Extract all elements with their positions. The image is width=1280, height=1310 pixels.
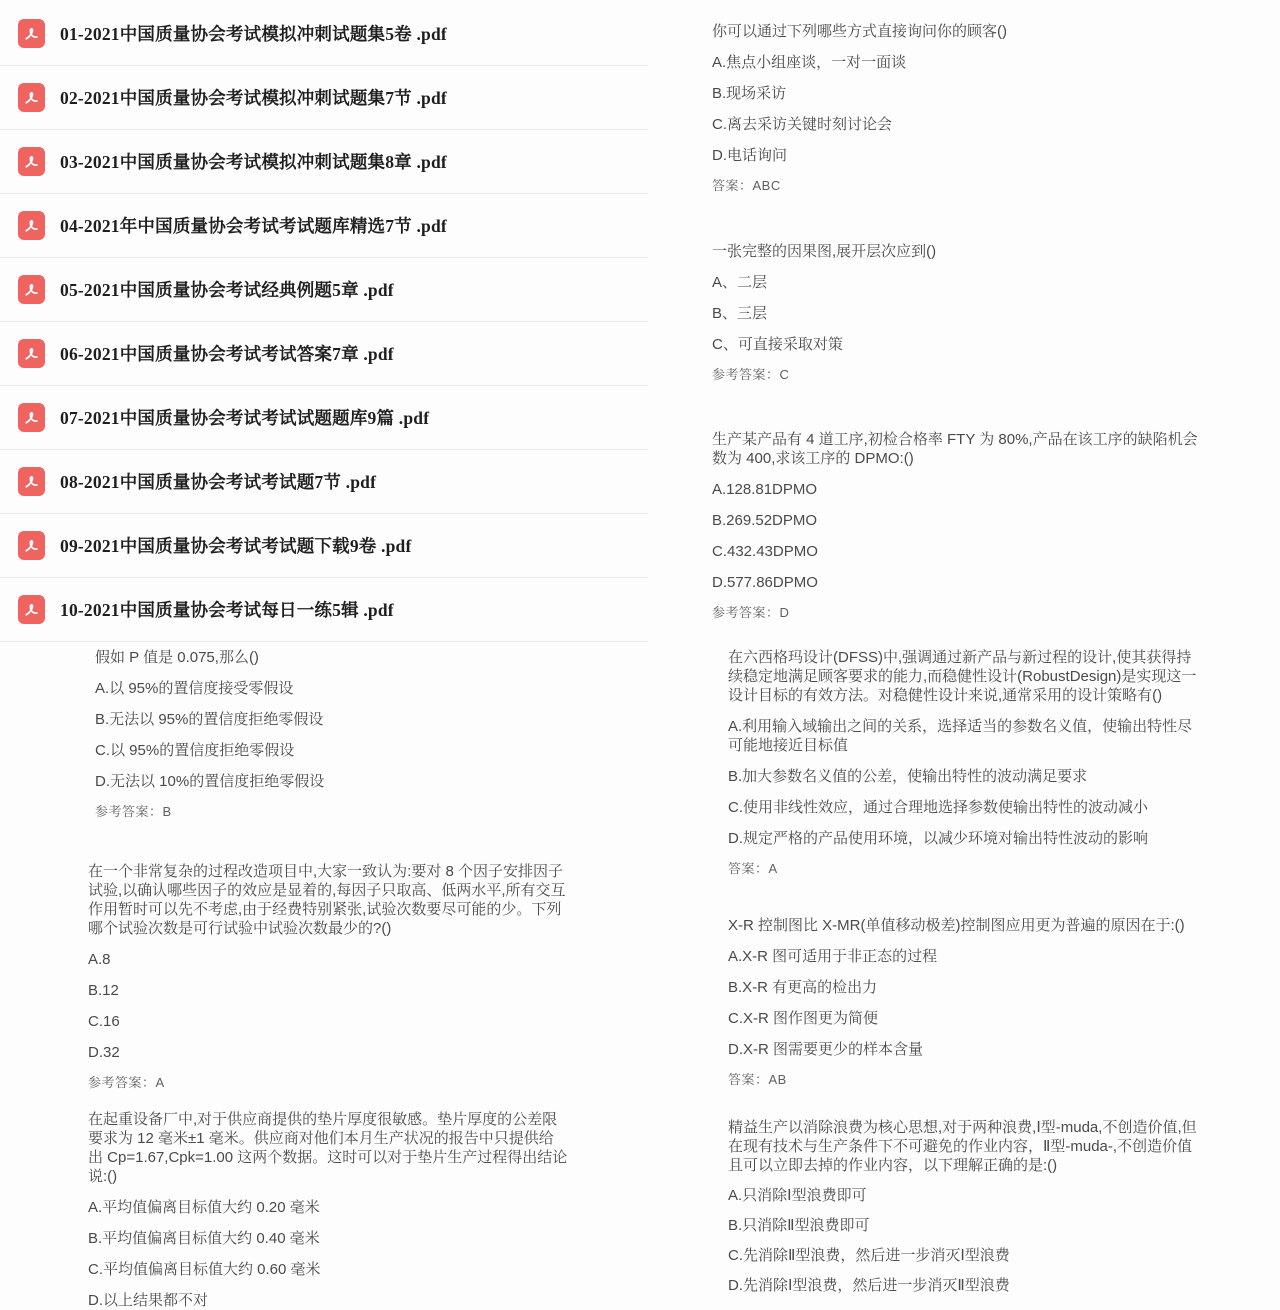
answer: 参考答案：C — [712, 367, 790, 382]
answer: 参考答案：B — [95, 804, 172, 819]
question-block — [728, 916, 1206, 1088]
option: A、二层 — [712, 274, 768, 291]
file-row[interactable] — [0, 450, 648, 514]
pdf-icon — [18, 147, 45, 176]
pdf-icon — [18, 211, 45, 240]
question-text: 在六西格玛设计(DFSS)中,强调通过新产品与新过程的设计,使其获得持续稳定地满足顾客要求的能力,而稳健性设计(RobustDesign)是实现这一设计目标的有效方法。对稳健性设计来说,通常采用的设计策略有() — [728, 649, 1197, 704]
pdf-icon — [18, 339, 45, 368]
file-row[interactable] — [0, 386, 648, 450]
file-row[interactable] — [0, 2, 648, 66]
option: A.利用输入域输出之间的关系，选择适当的参数名义值，使输出特性尽可能地接近目标值 — [728, 718, 1193, 754]
option: B.12 — [88, 982, 119, 999]
question-block — [712, 430, 1212, 621]
option: A.128.81DPMO — [712, 481, 818, 498]
option: B.只消除Ⅱ型浪费即可 — [728, 1217, 870, 1234]
question-text: 在一个非常复杂的过程改造项目中,大家一致认为:要对 8 个因子安排因子试验,以确认哪些因子的效应是显着的,每因子只取高、低两水平,所有交互作用暂时可以先不考虑,由于经费特别紧张,试验次数要尽可能的少。下列哪个试验次数是可行试验中试验次数最少的?() — [88, 863, 566, 937]
option: B.无法以 95%的置信度拒绝零假设 — [95, 711, 324, 728]
option: C、可直接采取对策 — [712, 336, 843, 353]
option: C.离去采访关键时刻讨论会 — [712, 116, 893, 133]
option: D.以上结果都不对 — [88, 1292, 209, 1309]
file-name: 02-2021中国质量协会考试模拟冲刺试题集7节 .pdf — [60, 88, 447, 108]
option: A.X-R 图可适用于非正态的过程 — [728, 948, 938, 965]
question-block — [712, 22, 1212, 194]
option: B.现场采访 — [712, 85, 787, 102]
answer: 参考答案：D — [712, 605, 790, 620]
option: A.平均值偏离目标值大约 0.20 毫米 — [88, 1199, 320, 1216]
answer: 答案：ABC — [712, 178, 781, 193]
option: C.平均值偏离目标值大约 0.60 毫米 — [88, 1261, 321, 1278]
option: C.16 — [88, 1013, 120, 1030]
file-row[interactable] — [0, 514, 648, 578]
file-name: 01-2021中国质量协会考试模拟冲刺试题集5卷 .pdf — [60, 24, 447, 44]
pdf-icon — [18, 467, 45, 496]
option: C.以 95%的置信度拒绝零假设 — [95, 742, 295, 759]
pdf-icon — [18, 531, 45, 560]
file-name: 09-2021中国质量协会考试考试题下载9卷 .pdf — [60, 536, 412, 556]
question-text: 一张完整的因果图,展开层次应到() — [712, 243, 937, 260]
question-text: X-R 控制图比 X-MR(单值移动极差)控制图应用更为普遍的原因在于:() — [728, 917, 1185, 934]
file-name: 03-2021中国质量协会考试模拟冲刺试题集8章 .pdf — [60, 152, 447, 172]
option: B、三层 — [712, 305, 768, 322]
option: C.先消除Ⅱ型浪费，然后进一步消灭Ⅰ型浪费 — [728, 1247, 1010, 1264]
option: D.先消除Ⅰ型浪费，然后进一步消灭Ⅱ型浪费 — [728, 1277, 1010, 1294]
question-text: 生产某产品有 4 道工序,初检合格率 FTY 为 80%,产品在该工序的缺陷机会数为 400,求该工序的 DPMO:() — [712, 431, 1198, 467]
pdf-icon — [18, 19, 45, 48]
file-row[interactable] — [0, 258, 648, 322]
option: C.432.43DPMO — [712, 543, 818, 560]
option: A.8 — [88, 951, 111, 968]
option: B.269.52DPMO — [712, 512, 818, 529]
option: D.X-R 图需要更少的样本含量 — [728, 1041, 924, 1058]
option: D.电话询问 — [712, 147, 788, 164]
file-name: 08-2021中国质量协会考试考试题7节 .pdf — [60, 472, 377, 492]
question-text: 假如 P 值是 0.075,那么() — [95, 649, 259, 666]
answer: 答案：AB — [728, 1072, 787, 1087]
pdf-icon — [18, 595, 45, 624]
question-block — [88, 1110, 568, 1310]
pdf-icon — [18, 275, 45, 304]
question-block — [95, 648, 575, 820]
pdf-file-list — [0, 2, 648, 642]
option: B.平均值偏离目标值大约 0.40 毫米 — [88, 1230, 320, 1247]
file-row[interactable] — [0, 66, 648, 130]
option: D.577.86DPMO — [712, 574, 818, 591]
question-text: 精益生产以消除浪费为核心思想,对于两种浪费,Ⅰ型-muda,不创造价值,但在现有技术与生产条件下不可避免的作业内容，Ⅱ型-muda-,不创造价值且可以立即去掉的作业内容，以下理解正确的是:() — [728, 1119, 1197, 1174]
question-text: 在起重设备厂中,对于供应商提供的垫片厚度很敏感。垫片厚度的公差限要求为 12 毫米±1 毫米。供应商对他们本月生产状况的报告中只提供给出 Cp=1.67,Cpk=1.00 这两个数据。这时可以对于垫片生产过程得出结论说:() — [88, 1111, 568, 1185]
option: B.加大参数名义值的公差，使输出特性的波动满足要求 — [728, 768, 1088, 785]
option: A.以 95%的置信度接受零假设 — [95, 680, 294, 697]
pdf-icon — [18, 403, 45, 432]
file-row[interactable] — [0, 322, 648, 386]
file-name: 10-2021中国质量协会考试每日一练5辑 .pdf — [60, 600, 394, 620]
file-row[interactable] — [0, 578, 648, 642]
question-block — [728, 1118, 1206, 1295]
file-name: 05-2021中国质量协会考试经典例题5章 .pdf — [60, 280, 394, 300]
answer: 参考答案：A — [88, 1075, 165, 1090]
file-row[interactable] — [0, 130, 648, 194]
question-block — [88, 862, 568, 1091]
option: A.焦点小组座谈，一对一面谈 — [712, 54, 907, 71]
option: A.只消除Ⅰ型浪费即可 — [728, 1187, 867, 1204]
file-name: 04-2021年中国质量协会考试考试题库精选7节 .pdf — [60, 216, 447, 236]
option: D.规定严格的产品使用环境，以减少环境对输出特性波动的影响 — [728, 830, 1149, 847]
option: C.使用非线性效应，通过合理地选择参数使输出特性的波动减小 — [728, 799, 1149, 816]
option: D.32 — [88, 1044, 120, 1061]
file-row[interactable] — [0, 194, 648, 258]
pdf-icon — [18, 83, 45, 112]
answer: 答案：A — [728, 861, 778, 876]
file-name: 07-2021中国质量协会考试考试试题题库9篇 .pdf — [60, 408, 430, 428]
option: D.无法以 10%的置信度拒绝零假设 — [95, 773, 325, 790]
option: B.X-R 有更高的检出力 — [728, 979, 878, 996]
option: C.X-R 图作图更为简便 — [728, 1010, 879, 1027]
question-block — [712, 242, 1212, 383]
file-name: 06-2021中国质量协会考试考试答案7章 .pdf — [60, 344, 394, 364]
question-text: 你可以通过下列哪些方式直接询问你的顾客() — [712, 23, 1007, 40]
question-block — [728, 648, 1206, 877]
